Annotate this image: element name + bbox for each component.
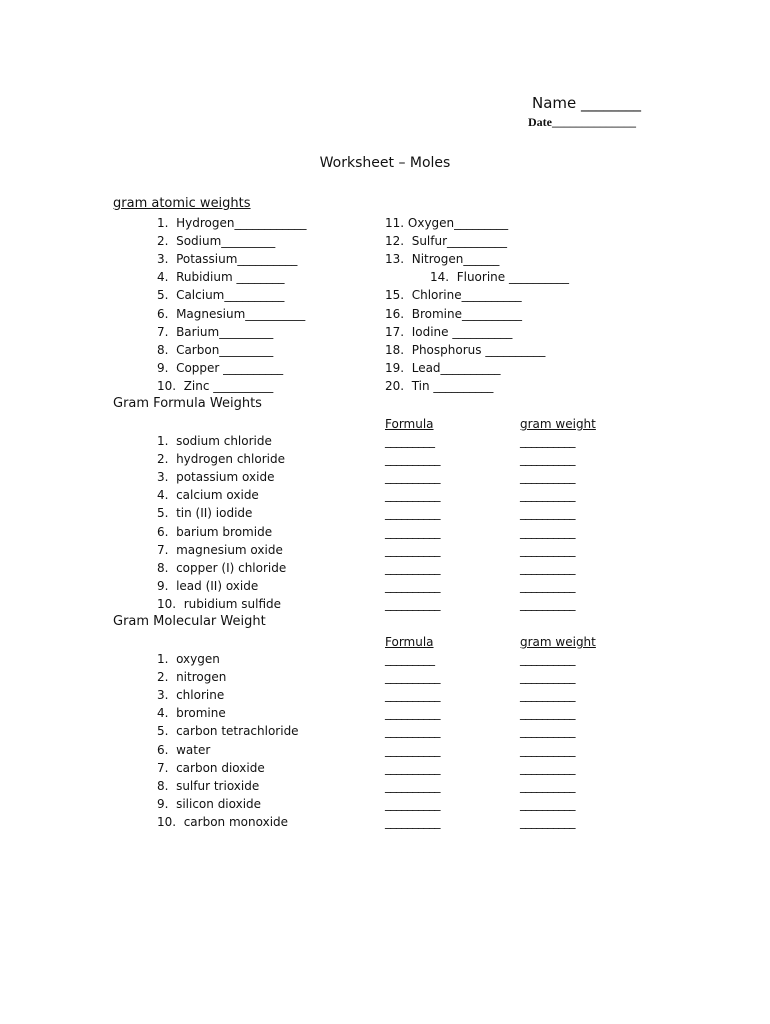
molecular-blank-9: __________ — [385, 796, 440, 811]
atomic-item-7: 7. Barium_________ — [157, 324, 274, 339]
atomic-item-8: 8. Carbon_________ — [157, 342, 274, 357]
formula-blank-10: __________ — [385, 596, 440, 611]
formula-item-3: 3. potassium oxide — [157, 470, 275, 485]
molecular-weight-blank-7: __________ — [520, 760, 575, 775]
section-heading-formula: Gram Formula Weights — [113, 396, 262, 411]
formula-item-10: 10. rubidium sulfide — [157, 596, 282, 611]
section-heading-molecular: Gram Molecular Weight — [113, 614, 266, 629]
gram-weight-column-header: gram weight — [520, 417, 596, 431]
molecular-item-10: 10. carbon monoxide — [157, 814, 289, 829]
molecular-item-5: 5. carbon tetrachloride — [157, 724, 299, 739]
formula-blank-2: __________ — [385, 452, 440, 467]
molecular-weight-blank-3: __________ — [520, 688, 575, 703]
molecular-weight-blank-4: __________ — [520, 706, 575, 721]
section-heading-atomic: gram atomic weights — [113, 196, 251, 211]
molecular-blank-10: __________ — [385, 814, 440, 829]
molecular-blank-7: __________ — [385, 760, 440, 775]
molecular-weight-blank-10: __________ — [520, 814, 575, 829]
formula-blank-9: __________ — [385, 578, 440, 593]
molecular-blank-8: __________ — [385, 778, 440, 793]
formula-weight-blank-6: __________ — [520, 524, 575, 539]
formula-weight-blank-10: __________ — [520, 596, 575, 611]
atomic-item-12: 12. Sulfur__________ — [385, 234, 508, 249]
atomic-item-18: 18. Phosphorus __________ — [385, 342, 546, 357]
molecular-item-2: 2. nitrogen — [157, 670, 227, 685]
molecular-weight-blank-8: __________ — [520, 778, 575, 793]
atomic-item-10: 10. Zinc __________ — [157, 378, 274, 393]
atomic-item-3: 3. Potassium__________ — [157, 252, 298, 267]
formula-item-6: 6. barium bromide — [157, 524, 273, 539]
molecular-weight-blank-9: __________ — [520, 796, 575, 811]
formula-weight-blank-5: __________ — [520, 506, 575, 521]
date-field-label: Date______________ — [528, 115, 636, 129]
formula-item-8: 8. copper (I) chloride — [157, 560, 287, 575]
atomic-item-15: 15. Chlorine__________ — [385, 288, 522, 303]
formula-weight-blank-2: __________ — [520, 452, 575, 467]
worksheet-title: Worksheet – Moles — [319, 155, 451, 171]
molecular-blank-5: __________ — [385, 724, 440, 739]
molecular-item-1: 1. oxygen — [157, 652, 220, 666]
molecular-item-3: 3. chlorine — [157, 688, 225, 703]
formula-blank-4: __________ — [385, 488, 440, 503]
molecular-weight-blank-5: __________ — [520, 724, 575, 739]
formula-blank-6: __________ — [385, 524, 440, 539]
formula-item-2: 2. hydrogen chloride — [157, 452, 285, 467]
molecular-blank-2: __________ — [385, 670, 440, 685]
formula-weight-blank-9: __________ — [520, 578, 575, 593]
formula-column-header: Formula — [385, 417, 434, 431]
formula-weight-blank-8: __________ — [520, 560, 575, 575]
formula-blank-5: __________ — [385, 506, 440, 521]
molecular-blank-3: __________ — [385, 688, 440, 703]
formula-blank-3: __________ — [385, 470, 440, 485]
formula-blank-1: _________ — [385, 434, 435, 448]
molecular-blank-6: __________ — [385, 742, 440, 757]
formula-blank-7: __________ — [385, 542, 440, 557]
molecular-item-4: 4. bromine — [157, 706, 226, 721]
formula-item-5: 5. tin (II) iodide — [157, 506, 253, 521]
atomic-item-9: 9. Copper __________ — [157, 360, 284, 375]
formula-blank-8: __________ — [385, 560, 440, 575]
atomic-item-20: 20. Tin __________ — [385, 378, 494, 393]
molecular-weight-blank-2: __________ — [520, 670, 575, 685]
molecular-item-8: 8. sulfur trioxide — [157, 778, 260, 793]
formula-item-7: 7. magnesium oxide — [157, 542, 283, 557]
formula-item-9: 9. lead (II) oxide — [157, 578, 259, 593]
name-field-label: Name ________ — [532, 94, 642, 112]
molecular-weight-blank-1: __________ — [520, 652, 575, 666]
formula-weight-blank-1: __________ — [520, 434, 575, 448]
atomic-item-13: 13. Nitrogen______ — [385, 252, 500, 267]
molecular-gram-weight-column-header: gram weight — [520, 635, 596, 649]
atomic-item-5: 5. Calcium__________ — [157, 288, 285, 303]
atomic-item-16: 16. Bromine__________ — [385, 306, 522, 321]
atomic-item-11: 11. Oxygen_________ — [385, 216, 509, 230]
molecular-item-9: 9. silicon dioxide — [157, 796, 262, 811]
atomic-item-17: 17. Iodine __________ — [385, 324, 513, 339]
molecular-formula-column-header: Formula — [385, 635, 434, 649]
atomic-item-6: 6. Magnesium__________ — [157, 306, 306, 321]
formula-weight-blank-7: __________ — [520, 542, 575, 557]
atomic-item-2: 2. Sodium_________ — [157, 234, 276, 249]
formula-weight-blank-4: __________ — [520, 488, 575, 503]
molecular-blank-4: __________ — [385, 706, 440, 721]
molecular-item-7: 7. carbon dioxide — [157, 760, 265, 775]
molecular-weight-blank-6: __________ — [520, 742, 575, 757]
formula-item-1: 1. sodium chloride — [157, 434, 272, 448]
molecular-blank-1: _________ — [385, 652, 435, 666]
atomic-item-4: 4. Rubidium ________ — [157, 270, 285, 285]
molecular-item-6: 6. water — [157, 742, 211, 757]
atomic-item-1: 1. Hydrogen____________ — [157, 216, 307, 230]
formula-weight-blank-3: __________ — [520, 470, 575, 485]
atomic-item-14: 14. Fluorine __________ — [430, 270, 569, 285]
atomic-item-19: 19. Lead__________ — [385, 360, 501, 375]
formula-item-4: 4. calcium oxide — [157, 488, 259, 503]
